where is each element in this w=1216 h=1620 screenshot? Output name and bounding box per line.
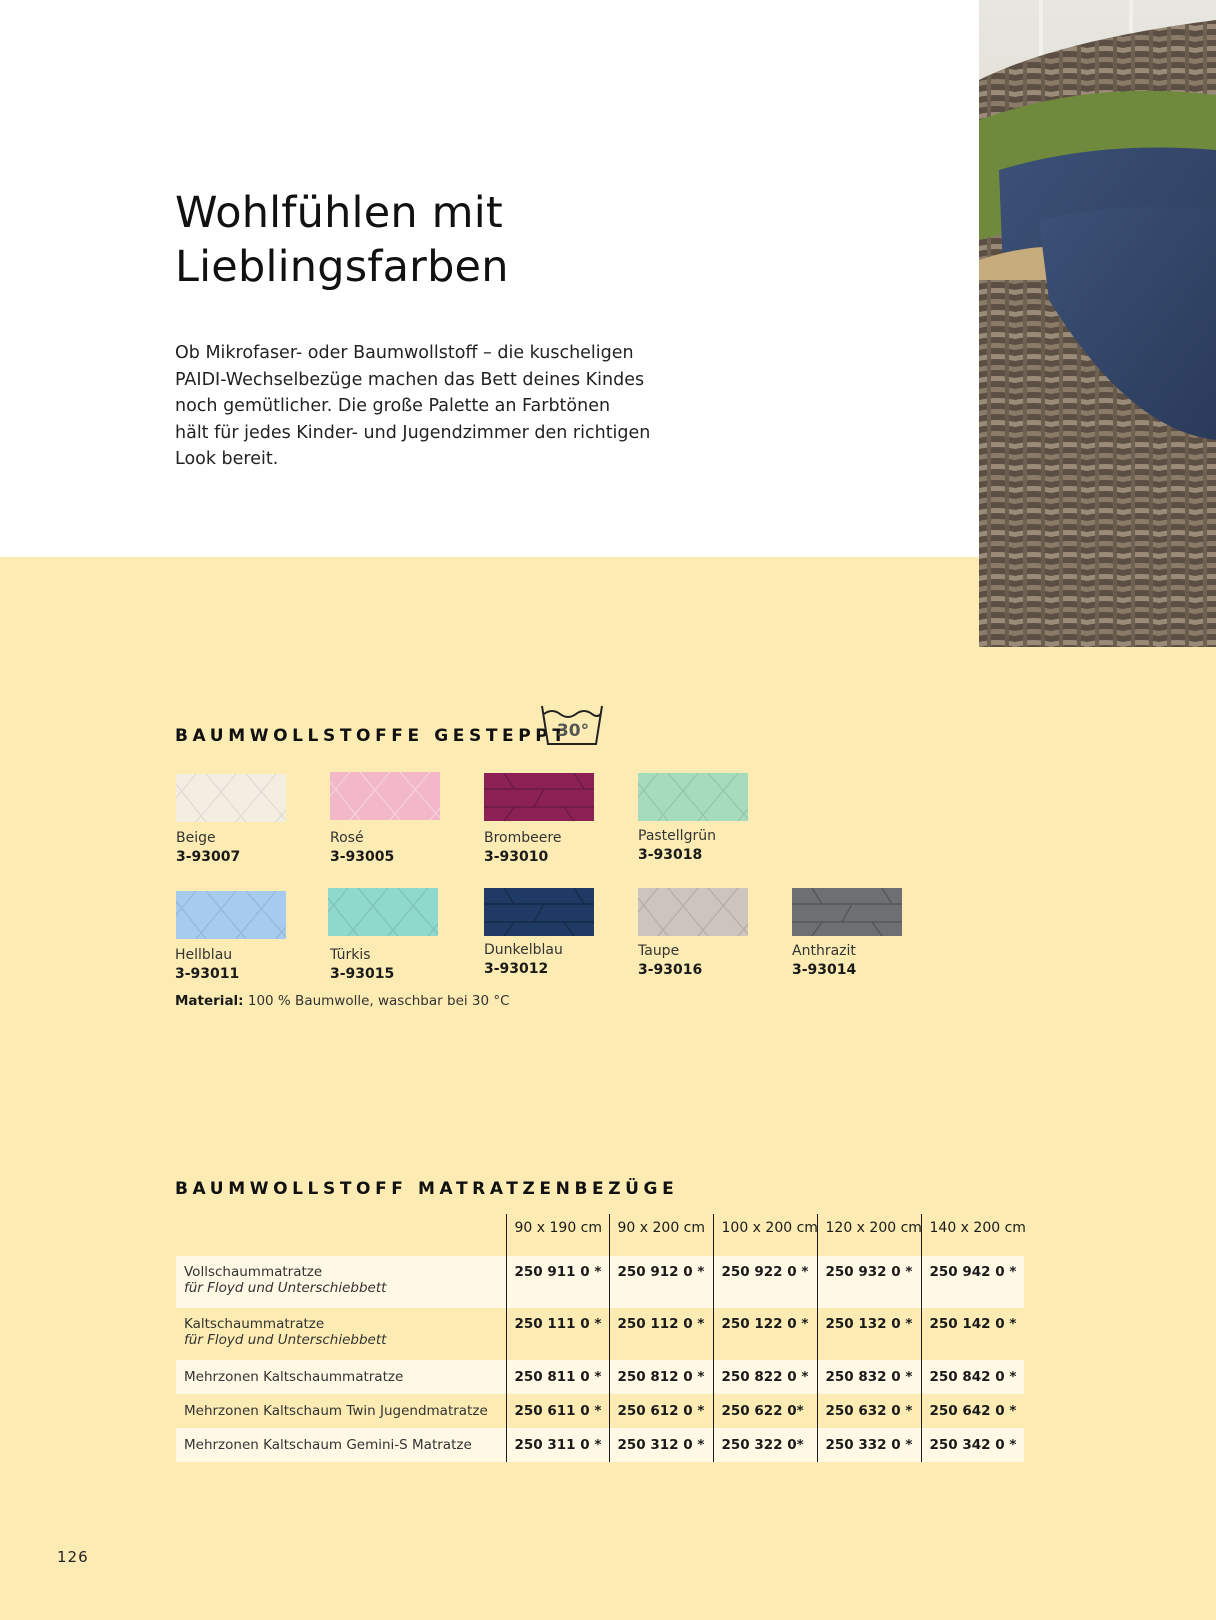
table-cell: 250 811 0 * <box>506 1360 609 1394</box>
row-label: Mehrzonen Kaltschaum Twin Jugendmatratze <box>184 1403 488 1419</box>
intro-line: Ob Mikrofaser- oder Baumwollstoff – die kuscheligen <box>175 343 634 363</box>
row-label: Mehrzonen Kaltschaum Gemini-S Matratze <box>184 1437 472 1453</box>
swatch-hellblau <box>176 891 286 939</box>
table-row <box>176 1394 1024 1428</box>
swatch-code: 3-93005 <box>330 849 395 865</box>
table-cell: 250 132 0 * <box>817 1308 921 1360</box>
mattress-cover-table <box>176 1214 1024 1462</box>
table-cell: 250 912 0 * <box>609 1256 713 1308</box>
table-header-cell: 120 x 200 cm <box>817 1214 921 1256</box>
swatch-code: 3-93010 <box>484 849 549 865</box>
table-header-row <box>176 1214 1024 1256</box>
swatch-dunkelblau <box>484 888 594 936</box>
table-cell: 250 642 0 * <box>921 1394 1024 1428</box>
row-sublabel: für Floyd und Unterschiebbett <box>184 1280 387 1296</box>
swatch-name: Anthrazit <box>792 943 856 959</box>
table-header-cell: 140 x 200 cm <box>921 1214 1024 1256</box>
intro-line: hält für jedes Kinder- und Jugendzimmer den richtigen <box>175 422 651 443</box>
swatch-tuerkis <box>328 888 438 936</box>
table-row <box>176 1360 1024 1394</box>
table-row <box>176 1428 1024 1462</box>
material-text: 100 % Baumwolle, waschbar bei 30 °C <box>247 993 510 1009</box>
swatch-code: 3-93016 <box>638 962 703 978</box>
table-cell: 250 922 0 * <box>713 1256 817 1308</box>
table-header-cell: 90 x 190 cm <box>506 1214 609 1256</box>
intro-paragraph <box>175 340 665 473</box>
swatch-taupe <box>638 888 748 936</box>
table-header-cell: 100 x 200 cm <box>713 1214 817 1256</box>
swatch-name: Taupe <box>638 943 680 959</box>
table-cell: 250 312 0 * <box>609 1428 713 1462</box>
table-cell: 250 842 0 * <box>921 1360 1024 1394</box>
intro-line: PAIDI-Wechselbezüge machen das Bett deines Kindes <box>175 369 645 390</box>
table-cell: 250 942 0 * <box>921 1256 1024 1308</box>
table-cell: 250 822 0 * <box>713 1360 817 1394</box>
row-label: Mehrzonen Kaltschaummatratze <box>184 1369 404 1385</box>
swatch-name: Beige <box>176 830 216 846</box>
table-cell: 250 622 0* <box>713 1394 817 1428</box>
swatch-rose <box>330 772 440 820</box>
table-row <box>176 1308 1024 1360</box>
title-line-2: Lieblingsfarben <box>175 242 509 292</box>
swatch-code: 3-93012 <box>484 961 549 977</box>
swatch-name: Hellblau <box>175 947 233 963</box>
swatch-code: 3-93014 <box>792 962 857 978</box>
row-label: Kaltschaummatratze <box>184 1316 325 1332</box>
swatch-code: 3-93015 <box>330 966 395 982</box>
wash-temperature: 30° <box>556 721 590 741</box>
table-row <box>176 1256 1024 1308</box>
intro-line: Look bereit. <box>175 449 279 469</box>
swatch-name: Türkis <box>330 947 371 963</box>
swatch-section-heading: BAUMWOLLSTOFFE GESTEPPT <box>175 726 569 746</box>
table-cell: 250 122 0 * <box>713 1308 817 1360</box>
page-title <box>175 186 735 294</box>
swatch-name: Pastellgrün <box>638 828 716 844</box>
swatch-beige <box>176 774 286 822</box>
swatch-code: 3-93011 <box>175 966 240 982</box>
table-cell: 250 112 0 * <box>609 1308 713 1360</box>
table-header-cell: 90 x 200 cm <box>609 1214 713 1256</box>
table-cell: 250 311 0 * <box>506 1428 609 1462</box>
table-cell: 250 911 0 * <box>506 1256 609 1308</box>
basket-photo <box>979 0 1216 647</box>
row-label-cell <box>176 1256 506 1308</box>
row-label: Vollschaummatratze <box>184 1264 323 1280</box>
row-label-cell <box>176 1308 506 1360</box>
row-label-cell <box>176 1360 506 1394</box>
intro-line: noch gemütlicher. Die große Palette an Farbtönen <box>175 396 611 416</box>
wash-30-icon <box>540 700 604 748</box>
table-cell: 250 142 0 * <box>921 1308 1024 1360</box>
table-cell: 250 611 0 * <box>506 1394 609 1428</box>
swatch-code: 3-93018 <box>638 847 703 863</box>
table-cell: 250 812 0 * <box>609 1360 713 1394</box>
swatch-pastellgruen <box>638 773 748 821</box>
table-cell: 250 342 0 * <box>921 1428 1024 1462</box>
table-header-empty <box>176 1214 506 1256</box>
table-cell: 250 612 0 * <box>609 1394 713 1428</box>
table-cell: 250 832 0 * <box>817 1360 921 1394</box>
swatch-code: 3-93007 <box>176 849 241 865</box>
table-cell: 250 632 0 * <box>817 1394 921 1428</box>
swatch-name: Brombeere <box>484 830 562 846</box>
row-sublabel: für Floyd und Unterschiebbett <box>184 1332 387 1348</box>
table-cell: 250 322 0* <box>713 1428 817 1462</box>
table-cell: 250 332 0 * <box>817 1428 921 1462</box>
table-section-heading: BAUMWOLLSTOFF MATRATZENBEZÜGE <box>175 1179 679 1199</box>
row-label-cell <box>176 1394 506 1428</box>
swatch-name: Rosé <box>330 830 364 846</box>
swatch-brombeere <box>484 773 594 821</box>
swatch-name: Dunkelblau <box>484 942 563 958</box>
material-label: Material: <box>175 993 244 1009</box>
page-number: 126 <box>57 1548 89 1566</box>
table-cell: 250 111 0 * <box>506 1308 609 1360</box>
table-cell: 250 932 0 * <box>817 1256 921 1308</box>
title-line-1: Wohlfühlen mit <box>175 188 503 238</box>
row-label-cell <box>176 1428 506 1462</box>
material-note <box>175 993 510 1009</box>
swatch-anthrazit <box>792 888 902 936</box>
